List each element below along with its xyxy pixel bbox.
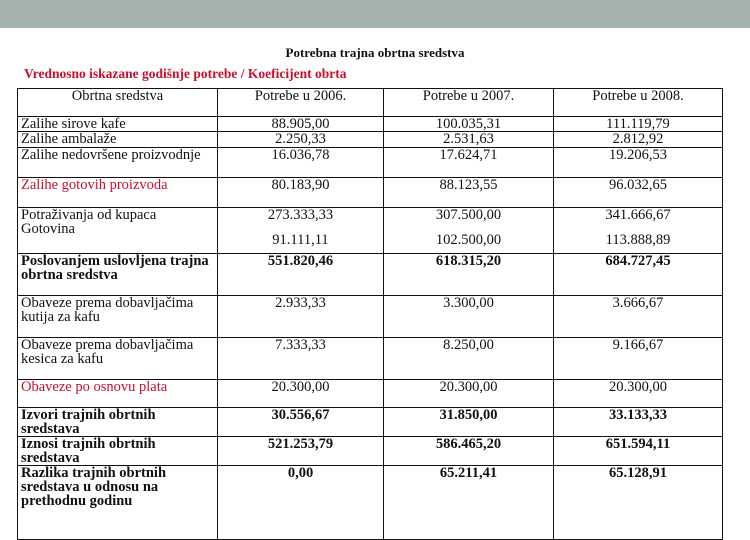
- value-cell: 307.500,00: [435, 207, 502, 223]
- row-label: Obaveze po osnovu plata: [18, 380, 218, 408]
- value-cell: 30.556,67: [218, 408, 384, 437]
- value-cell: 91.111,11: [272, 232, 329, 248]
- row-label: Razlika trajnih obrtnih sredstava u odnosu na prethodnu godinu: [18, 466, 218, 540]
- value-cell: 9.166,67: [554, 338, 723, 380]
- value-cell: 31.850,00: [384, 408, 554, 437]
- table-header-row: [18, 89, 723, 117]
- value-cell: 2.531,63: [384, 132, 554, 148]
- value-cell: 17.624,71: [384, 148, 554, 178]
- value-cell: 8.250,00: [384, 338, 554, 380]
- row-label: Zalihe sirove kafe: [18, 117, 218, 132]
- value-cell: 16.036,78: [218, 148, 384, 178]
- value-cell: 2.933,33: [218, 296, 384, 338]
- value-cell: 111.119,79: [554, 117, 723, 132]
- row-label: Zalihe gotovih proizvoda: [18, 178, 218, 208]
- row-label-group: [18, 208, 218, 254]
- value-cell: 684.727,45: [554, 254, 723, 296]
- value-cell: 273.333,33: [267, 207, 334, 223]
- value-cell: 521.253,79: [218, 437, 384, 466]
- value-cell: 586.465,20: [384, 437, 554, 466]
- row-label: Potraživanja od kupaca: [21, 207, 157, 223]
- value-cell: 0,00: [218, 466, 384, 540]
- value-cell: 20.300,00: [554, 380, 723, 408]
- header-cell: Potrebe u 2007.: [384, 89, 554, 117]
- table-row: [18, 132, 723, 148]
- value-cell: 33.133,33: [554, 408, 723, 437]
- header-cell: Obrtna sredstva: [18, 89, 218, 117]
- value-cell: 96.032,65: [554, 178, 723, 208]
- table-row: [18, 408, 723, 437]
- table-row: [18, 148, 723, 178]
- row-label: Obaveze prema dobavljačima kutija za kafu: [18, 296, 218, 338]
- table-row: [18, 437, 723, 466]
- table-row: [18, 254, 723, 296]
- value-cell: 3.300,00: [384, 296, 554, 338]
- table-row-merged: [18, 208, 723, 254]
- row-label: Zalihe nedovršene proizvodnje: [18, 148, 218, 178]
- document-subtitle: Vrednosno iskazane godišnje potrebe / Koeficijent obrta: [24, 66, 347, 81]
- value-cell: 19.206,53: [554, 148, 723, 178]
- value-cell: 651.594,11: [554, 437, 723, 466]
- value-cell: 88.123,55: [384, 178, 554, 208]
- value-cell: 618.315,20: [384, 254, 554, 296]
- value-cell: 551.820,46: [218, 254, 384, 296]
- value-cell: 2.250,33: [218, 132, 384, 148]
- table-row: [18, 338, 723, 380]
- row-label: Poslovanjem uslovljena trajna obrtna sredstva: [18, 254, 218, 296]
- document-title: Potrebna trajna obrtna sredstva: [285, 45, 465, 60]
- table-row: [18, 380, 723, 408]
- value-cell-group: [384, 208, 554, 254]
- row-label: Gotovina: [21, 221, 75, 237]
- value-cell: 20.300,00: [218, 380, 384, 408]
- top-bar: [0, 0, 750, 28]
- value-cell: 88.905,00: [218, 117, 384, 132]
- value-cell: 20.300,00: [384, 380, 554, 408]
- value-cell: 2.812,92: [554, 132, 723, 148]
- table-row: [18, 466, 723, 540]
- value-cell: 80.183,90: [218, 178, 384, 208]
- value-cell: 3.666,67: [554, 296, 723, 338]
- value-cell-group: [554, 208, 723, 254]
- row-label: Obaveze prema dobavljačima kesica za kafu: [18, 338, 218, 380]
- header-cell: Potrebe u 2008.: [554, 89, 723, 117]
- value-cell: 7.333,33: [218, 338, 384, 380]
- value-cell: 100.035,31: [384, 117, 554, 132]
- value-cell: 341.666,67: [605, 207, 671, 223]
- table-row: [18, 296, 723, 338]
- row-label: Iznosi trajnih obrtnih sredstava: [18, 437, 218, 466]
- value-cell: 65.211,41: [384, 466, 554, 540]
- row-label: Izvori trajnih obrtnih sredstava: [18, 408, 218, 437]
- header-cell: Potrebe u 2006.: [218, 89, 384, 117]
- value-cell: 65.128,91: [554, 466, 723, 540]
- value-cell-group: [218, 208, 384, 254]
- table-row: [18, 178, 723, 208]
- row-label: Zalihe ambalaže: [18, 132, 218, 148]
- table-row: [18, 117, 723, 132]
- value-cell: 113.888,89: [605, 232, 671, 248]
- working-capital-table: [17, 88, 723, 540]
- value-cell: 102.500,00: [435, 232, 502, 248]
